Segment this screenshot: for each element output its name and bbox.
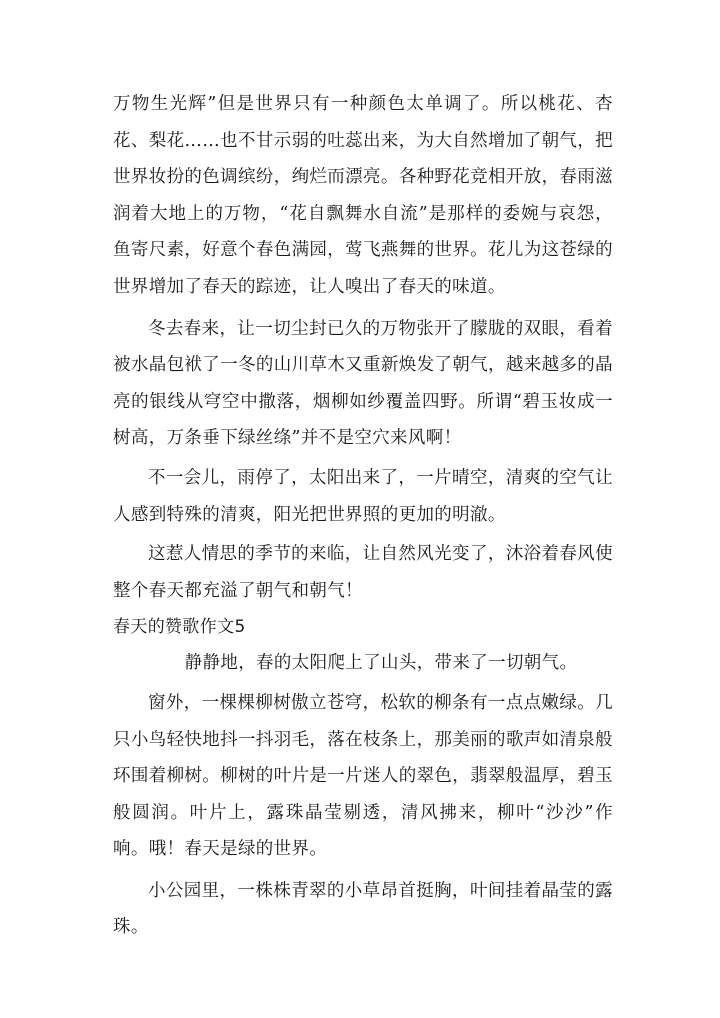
- paragraph-flowers: 万物生光辉”但是世界只有一种颜色太单调了。所以桃花、杏花、梨花……也不甘示弱的吐蕊出来，为大自然增加了朝气，把世界妆扮的色调缤纷，绚烂而漂亮。各种野花竞相开放，春雨滋润着大地上的万物，“花自飘舞水自流”是那样的委婉与哀怨，鱼寄尺素，好意个春色满园，莺飞燕舞的世界。花儿为这苍绿的世界增加了春天的踪迹，让人嗅出了春天的味道。: [113, 94, 613, 297]
- paragraph-season-arrival: 这惹人情思的季节的来临，让自然风光变了，沐浴着春风使整个春天都充溢了朝气和朝气！: [113, 544, 613, 601]
- document-body: [113, 86, 613, 946]
- paragraph-willow-trees: 窗外，一棵棵柳树傲立苍穹，松软的柳条有一点点嫩绿。几只小鸟轻快地抖一抖羽毛，落在枝条上，那美丽的歌声如清泉般环围着柳树。柳树的叶片是一片迷人的翠色，翡翠般温厚，碧玉般圆润。叶片上，露珠晶莹剔透，清风拂来，柳叶“沙沙”作响。哦！春天是绿的世界。: [113, 692, 613, 860]
- section-title: 春天的赞歌作文5: [113, 617, 246, 638]
- paragraph-small-park: 小公园里，一株株青翠的小草昂首挺胸，叶间挂着晶莹的露珠。: [113, 880, 613, 938]
- centered-opening-line: 静静地，春的太阳爬上了山头，带来了一切朝气。: [184, 653, 578, 674]
- paragraph-winter-to-spring: 冬去春来，让一切尘封已久的万物张开了朦胧的双眼，看着被水晶包袱了一冬的山川草木又重新焕发了朝气，越来越多的晶亮的银线从穹空中撒落，烟柳如纱覆盖四野。所谓“碧玉妆成一树高，万条垂下绿丝绦”并不是空穴来风啊！: [113, 318, 613, 449]
- paragraph-rain-stopped: 不一会儿，雨停了，太阳出来了，一片晴空，清爽的空气让人感到特殊的清爽，阳光把世界照的更加的明澈。: [113, 467, 613, 525]
